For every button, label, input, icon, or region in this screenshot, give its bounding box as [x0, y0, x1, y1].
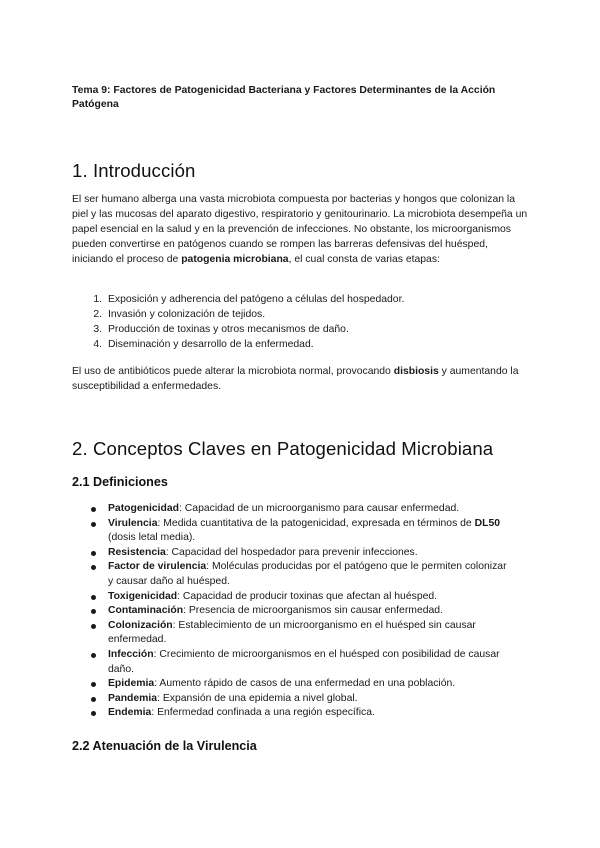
definition-text: : Moléculas producidas por el patógeno que le permiten colonizar y causar daño al huésped.	[108, 561, 507, 587]
document-title: Tema 9: Factores de Patogenicidad Bacteriana y Factores Determinantes de la Acción Patógena	[72, 85, 496, 110]
list-item-text: Invasión y colonización de tejidos.	[108, 309, 266, 320]
subsection-2-2-heading: 2.2 Atenuación de la Virulencia	[72, 739, 257, 753]
list-number: 1.	[93, 294, 102, 305]
definition-text: : Aumento rápido de casos de una enfermedad en una población.	[154, 678, 456, 690]
list-item	[72, 337, 532, 352]
definition-term: Contaminación	[108, 605, 184, 617]
bullet-icon	[91, 682, 96, 687]
list-item	[72, 619, 512, 648]
list-item	[72, 706, 512, 721]
definition-term: Pandemia	[108, 692, 158, 704]
note-bold-term: disbiosis	[393, 366, 439, 377]
bullet-icon	[91, 595, 96, 600]
list-item	[72, 590, 512, 605]
list-item-text: Exposición y adherencia del patógeno a células del hospedador.	[108, 294, 405, 305]
definition-term: Infección	[108, 648, 154, 660]
definition-text: : Capacidad de producir toxinas que afectan al huésped.	[177, 590, 438, 602]
list-item	[72, 502, 512, 517]
definition-term: Epidemia	[108, 678, 155, 690]
list-number: 3.	[93, 324, 102, 335]
definition-text: : Enfermedad confinada a una región específica.	[151, 707, 375, 719]
list-item	[72, 546, 512, 561]
intro-paragraph	[72, 192, 528, 267]
definition-text: : Expansión de una epidemia a nivel global.	[157, 692, 358, 704]
bullet-icon	[91, 551, 96, 556]
bullet-icon	[91, 624, 96, 629]
bullet-icon	[91, 697, 96, 702]
definition-extra-bold: DL50	[474, 517, 501, 529]
definition-term: Resistencia	[108, 546, 166, 558]
bullet-icon	[91, 507, 96, 512]
antibiotics-paragraph	[72, 364, 528, 394]
bullet-icon	[91, 609, 96, 614]
section-2-heading: 2. Conceptos Claves en Patogenicidad Microbiana	[72, 438, 494, 459]
definition-text: : Establecimiento de un microorganismo en el huésped sin causar enfermedad.	[108, 619, 476, 646]
definitions-list	[72, 502, 512, 721]
list-item	[72, 322, 532, 337]
intro-bold-term: patogenia microbiana	[181, 254, 289, 265]
subsection-2-1-heading: 2.1 Definiciones	[72, 475, 168, 489]
list-number: 2.	[93, 309, 102, 320]
note-text-before: El uso de antibióticos puede alterar la microbiota normal, provocando	[72, 366, 394, 377]
bullet-icon	[91, 522, 96, 527]
definition-term: Toxigenicidad	[108, 590, 178, 602]
definition-extra-text: (dosis letal media).	[108, 532, 196, 544]
list-item	[72, 307, 532, 322]
definition-term: Patogenicidad	[108, 503, 180, 514]
definition-text: : Capacidad de un microorganismo para causar enfermedad.	[179, 503, 460, 514]
list-item	[72, 517, 512, 546]
list-item	[72, 560, 512, 589]
intro-text-before: El ser humano alberga una vasta microbiota compuesta por bacterias y hongos que colonizan la piel y las mucosas del aparato digestivo, respiratorio y genitourinario. La microbiota desempeña un papel esencial en la salud y en la prevención de infecciones. No obstante, los microorganismos pueden convertirse en patógenos cuando se rompen las barreras defensivas del huésped, iniciando el proceso de	[72, 194, 528, 265]
list-item-text: Diseminación y desarrollo de la enfermedad.	[108, 339, 314, 350]
definition-text: : Capacidad del hospedador para prevenir infecciones.	[165, 546, 418, 558]
definition-term: Factor de virulencia	[108, 561, 207, 573]
list-item	[72, 604, 512, 619]
bullet-icon	[91, 653, 96, 658]
definition-term: Endemia	[108, 707, 152, 719]
intro-text-after: , el cual consta de varias etapas:	[288, 254, 440, 265]
list-item	[72, 692, 512, 707]
list-item	[72, 292, 532, 307]
list-number: 4.	[93, 339, 102, 350]
note-text-after: y aumentando la susceptibilidad a enfermedades.	[72, 366, 519, 392]
pathogenesis-steps-list	[72, 292, 532, 352]
bullet-icon	[91, 711, 96, 716]
section-1-heading: 1. Introducción	[72, 160, 196, 181]
definition-text: : Medida cuantitativa de la patogenicidad, expresada en términos de	[157, 517, 475, 529]
list-item	[72, 677, 512, 692]
definition-text: : Presencia de microorganismos sin causar enfermedad.	[183, 605, 443, 617]
list-item	[72, 648, 512, 677]
list-item-text: Producción de toxinas y otros mecanismos de daño.	[108, 324, 349, 335]
definition-term: Colonización	[108, 619, 173, 631]
definition-term: Virulencia	[108, 517, 158, 529]
bullet-icon	[91, 565, 96, 570]
definition-text: : Crecimiento de microorganismos en el huésped con posibilidad de causar daño.	[108, 648, 500, 675]
